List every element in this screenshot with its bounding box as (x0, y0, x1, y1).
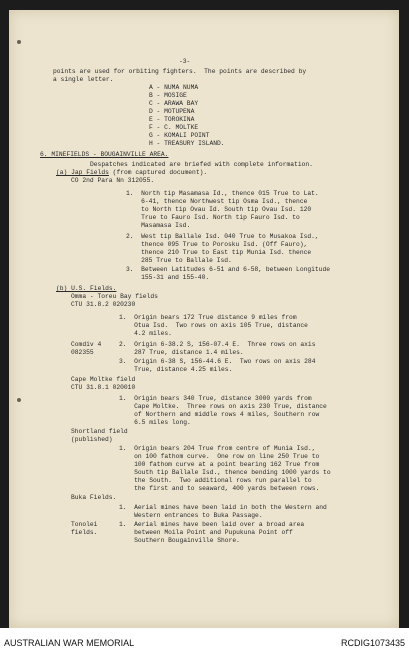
field-item-line: 6-41, thence Northwest tip Osma Isd., thence (126, 198, 308, 205)
footer-source: AUSTRALIAN WAR MEMORIAL (4, 638, 135, 648)
field-name: Tonolei (71, 521, 98, 528)
field-item-line: 3. Between Latitudes 6-51 and 6-58, between Longitude (126, 266, 331, 273)
field-item-line: 2. Origin 6-38.2 S, 156-07.4 E. Three rows on axis (119, 341, 316, 348)
field-item-line: 285 True to Ballale Isd. (126, 257, 232, 264)
intro-line: a single letter. (53, 76, 114, 83)
field-item-line: 100 fathom curve at a point bearing 162 True from (119, 461, 320, 468)
field-item-line: to North tip Ovau Id. South tip Ovau Isd. 120 (126, 206, 312, 213)
letter-point: C - ARAWA BAY (149, 100, 199, 107)
subsection-label: (b) U.S. Fields. (56, 285, 117, 292)
reference-line: 082355 (71, 349, 94, 356)
letter-point: D - MOTUPENA (149, 108, 195, 115)
letter-point: E - TOROKINA (149, 116, 195, 123)
field-item-line: between Moila Point and Pupukuna Point off (119, 529, 293, 536)
field-item-line: 3. Origin 6-38 S, 156-44.6 E. Two rows on axis 284 (119, 358, 316, 365)
field-item-line: the South. Two additional rows run parallel to (119, 477, 312, 484)
letter-point: H - TREASURY ISLAND. (149, 140, 225, 147)
field-item-line: 2. West tip Ballale Isd. 040 True to Musakoa Isd., (126, 233, 319, 240)
field-item-line: Masamasa Isd. (126, 222, 191, 229)
field-item-line: Otua Isd. Two rows on axis 105 True, distance (119, 322, 308, 329)
reference-line: CTU 31.8.1 020010 (71, 384, 136, 391)
reference-line: CO 2nd Para Nn 312055. (71, 177, 155, 184)
field-name: Omma - Toreu Bay fields (71, 293, 158, 300)
document-page (9, 10, 399, 628)
field-item-line: True to Fauro Isd. North tip Fauro Isd. to (126, 214, 300, 221)
page-number: -3- (179, 58, 191, 65)
field-item-line: the first and to seaward, 400 yards between rows. (119, 485, 320, 492)
field-item-line: 1. Origin bears 340 True, distance 3000 yards from (119, 395, 312, 402)
field-item-line: thence 210 True to East tip Munia Isd. thence (126, 249, 312, 256)
section-description: Despatches indicated are briefed with complete information. (90, 161, 313, 168)
field-item-line: Southern Bougainville Shore. (119, 537, 240, 544)
field-name: Shortland field (71, 428, 128, 435)
archive-footer (0, 634, 409, 653)
reference-line: CTU 31.8.2 020230 (71, 301, 136, 308)
field-item-line: of Northern and middle rows 4 miles, Southern row (119, 411, 320, 418)
field-item-line: 155-31 and 155-40. (126, 274, 210, 281)
field-item-line: on 100 fathom curve. One row on line 250 True to (119, 453, 320, 460)
letter-point: A - NUMA NUMA (149, 84, 199, 91)
field-note: (published) (71, 436, 113, 443)
field-name: Cape Moltke field (71, 376, 136, 383)
field-item-line: South tip Ballale Isd., thence bending 1000 yards to (119, 469, 331, 476)
field-item-line: Western entrances to Buka Passage. (119, 512, 263, 519)
field-item-line: 1. Aerial mines have been laid over a broad area (119, 521, 305, 528)
footer-id: RCDIG1073435 (340, 638, 405, 648)
field-item-line: True, distance 4.25 miles. (119, 366, 233, 373)
section-heading: 6. MINEFIELDS - BOUGAINVILLE AREA. (40, 151, 169, 158)
reference-label: Comdiv 4 (71, 341, 102, 348)
field-item-line: 1. North tip Masamasa Id., thence 015 True to Lat. (126, 190, 319, 197)
field-item-line: 6.5 miles long. (119, 419, 191, 426)
binder-hole (17, 40, 21, 44)
field-item-line: Cape Moltke. Three rows on axis 230 True, distance (119, 403, 327, 410)
field-name: Buka Fields. (71, 494, 117, 501)
field-item-line: 1. Origin bears 172 True distance 9 miles from (119, 314, 297, 321)
field-name: fields. (71, 529, 98, 536)
letter-point: B - MOSIGE (149, 92, 187, 99)
letter-point: G - KOMALI POINT (149, 132, 210, 139)
binder-hole (17, 398, 21, 402)
field-item-line: thence 095 True to Porosku Isd. (Off Fauro), (126, 241, 308, 248)
intro-line: points are used for orbiting fighters. The points are described by (53, 68, 307, 75)
field-item-line: 287 True, distance 1.4 miles. (119, 349, 244, 356)
subsection-label: (a) Jap Fields (from captured document). (56, 169, 208, 176)
field-item-line: 4.2 miles. (119, 330, 172, 337)
letter-point: F - C. MOLTKE (149, 124, 199, 131)
field-item-line: 1. Origin bears 204 True from centre of Munia Isd., (119, 445, 316, 452)
field-item-line: 1. Aerial mines have been laid in both the Western and (119, 504, 327, 511)
